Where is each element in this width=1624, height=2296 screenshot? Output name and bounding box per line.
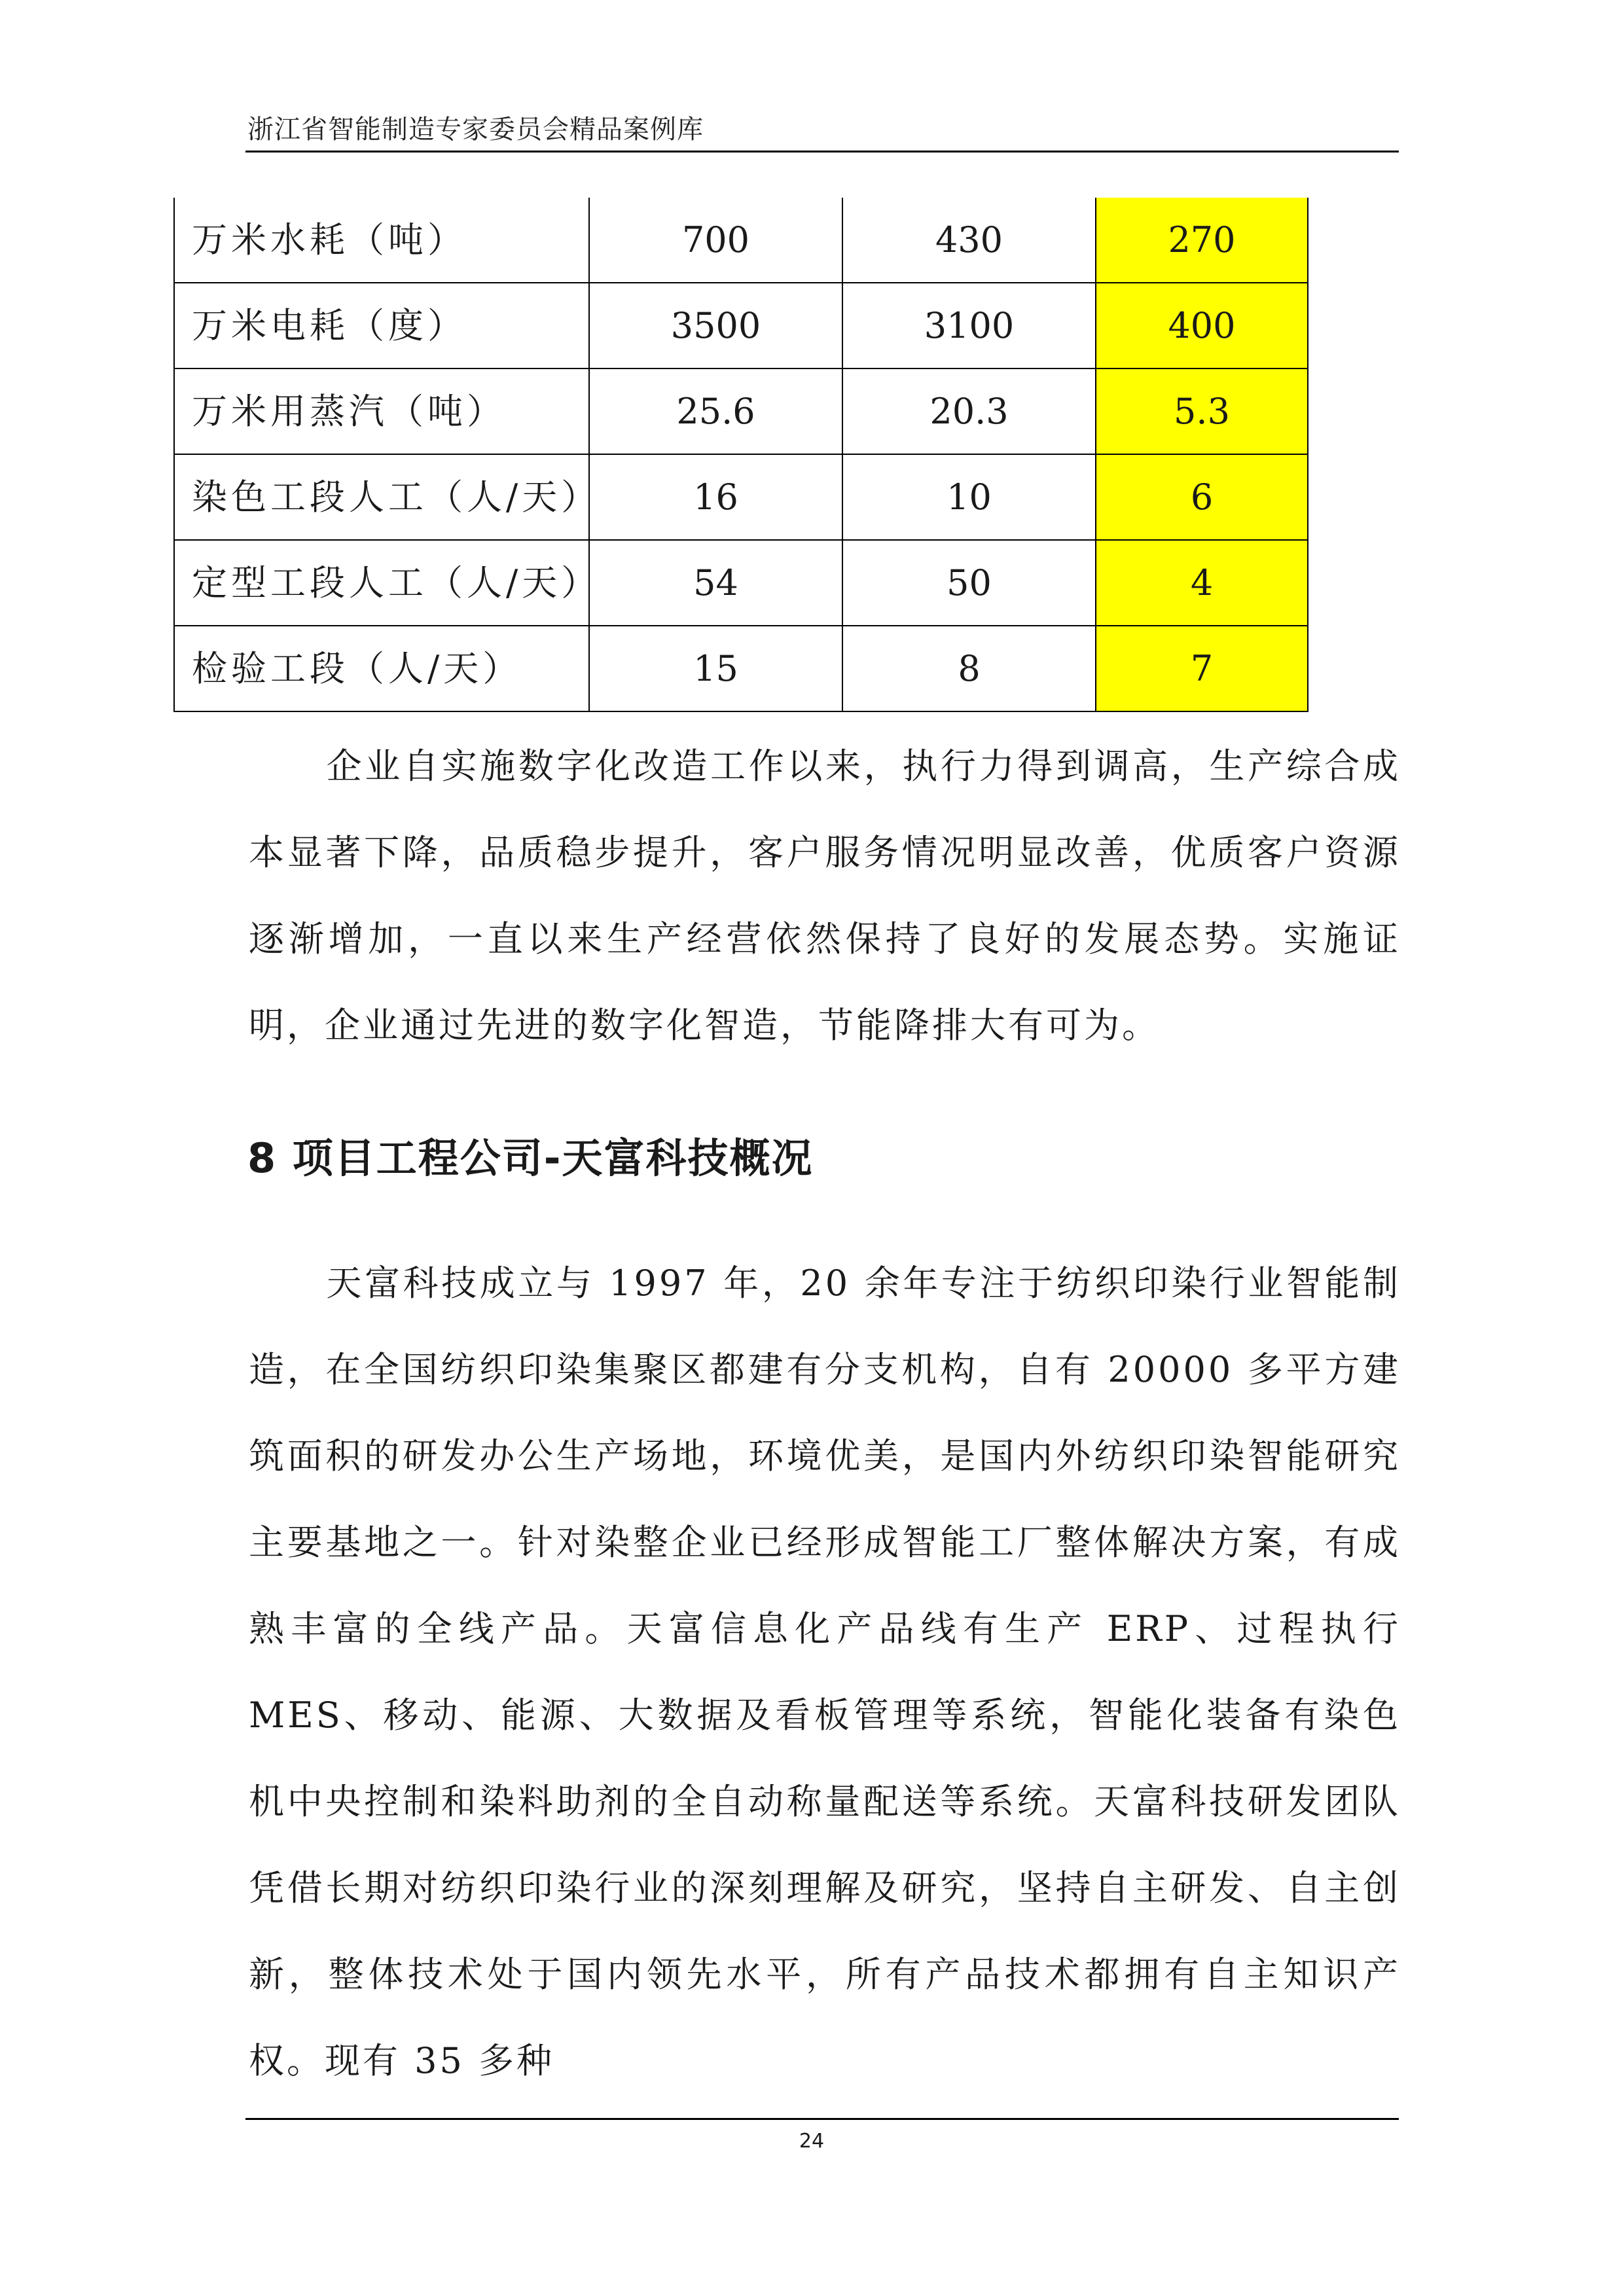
before-value: 54 bbox=[589, 540, 842, 626]
body-paragraph-1 bbox=[249, 723, 1401, 1069]
before-value: 16 bbox=[589, 454, 842, 540]
body-paragraph-2-text: 天富科技成立与 1997 年，20 余年专注于纺织印染行业智能制造，在全国纺织印染集聚区都建有分支机构，自有 20000 多平方建筑面积的研发办公生产场地，环境优美，是国内外纺织印染智能研究主要基地之一。针对染整企业已经形成智能工厂整体解决方案，有成熟丰富的全线产品。天富信息化产品线有生产 ERP、过程执行 MES、移动、能源、大数据及看板管理等系统，智能化装备有染色机中央控制和染料助剂的全自动称量配送等系统。天富科技研发团队凭借长期对纺织印染行业的深刻理解及研究，坚持自主研发、自主创新，整体技术处于国内领先水平，所有产品技术都拥有自主知识产权。现有 35 多种 bbox=[249, 1263, 1401, 2081]
after-value: 20.3 bbox=[842, 368, 1096, 454]
row-label: 检验工段（人/天） bbox=[174, 626, 589, 711]
body-paragraph-2 bbox=[249, 1240, 1401, 2104]
after-value: 10 bbox=[842, 454, 1096, 540]
diff-value: 270 bbox=[1096, 198, 1308, 283]
diff-value: 5.3 bbox=[1096, 368, 1308, 454]
table-row bbox=[174, 540, 1308, 626]
row-label: 染色工段人工（人/天） bbox=[174, 454, 589, 540]
row-label: 定型工段人工（人/天） bbox=[174, 540, 589, 626]
diff-value: 400 bbox=[1096, 283, 1308, 368]
before-value: 3500 bbox=[589, 283, 842, 368]
diff-value: 6 bbox=[1096, 454, 1308, 540]
row-label: 万米电耗（度） bbox=[174, 283, 589, 368]
header-rule bbox=[245, 151, 1399, 152]
before-value: 25.6 bbox=[589, 368, 842, 454]
comparison-table bbox=[173, 198, 1308, 712]
table-row bbox=[174, 198, 1308, 283]
running-header: 浙江省智能制造专家委员会精品案例库 bbox=[247, 115, 704, 145]
after-value: 3100 bbox=[842, 283, 1096, 368]
table-row bbox=[174, 368, 1308, 454]
footer-rule bbox=[245, 2118, 1399, 2120]
table-row bbox=[174, 283, 1308, 368]
page-number: 24 bbox=[799, 2130, 825, 2153]
diff-value: 4 bbox=[1096, 540, 1308, 626]
table-row bbox=[174, 626, 1308, 711]
after-value: 8 bbox=[842, 626, 1096, 711]
before-value: 700 bbox=[589, 198, 842, 283]
after-value: 50 bbox=[842, 540, 1096, 626]
diff-value: 7 bbox=[1096, 626, 1308, 711]
row-label: 万米用蒸汽（吨） bbox=[174, 368, 589, 454]
after-value: 430 bbox=[842, 198, 1096, 283]
before-value: 15 bbox=[589, 626, 842, 711]
section-heading: 8 项目工程公司-天富科技概况 bbox=[247, 1134, 814, 1182]
row-label: 万米水耗（吨） bbox=[174, 198, 589, 283]
body-paragraph-1-text: 企业自实施数字化改造工作以来，执行力得到调高，生产综合成本显著下降，品质稳步提升，客户服务情况明显改善，优质客户资源逐渐增加，一直以来生产经营依然保持了良好的发展态势。实施证明，企业通过先进的数字化智造，节能降排大有可为。 bbox=[249, 745, 1401, 1046]
table-row bbox=[174, 454, 1308, 540]
